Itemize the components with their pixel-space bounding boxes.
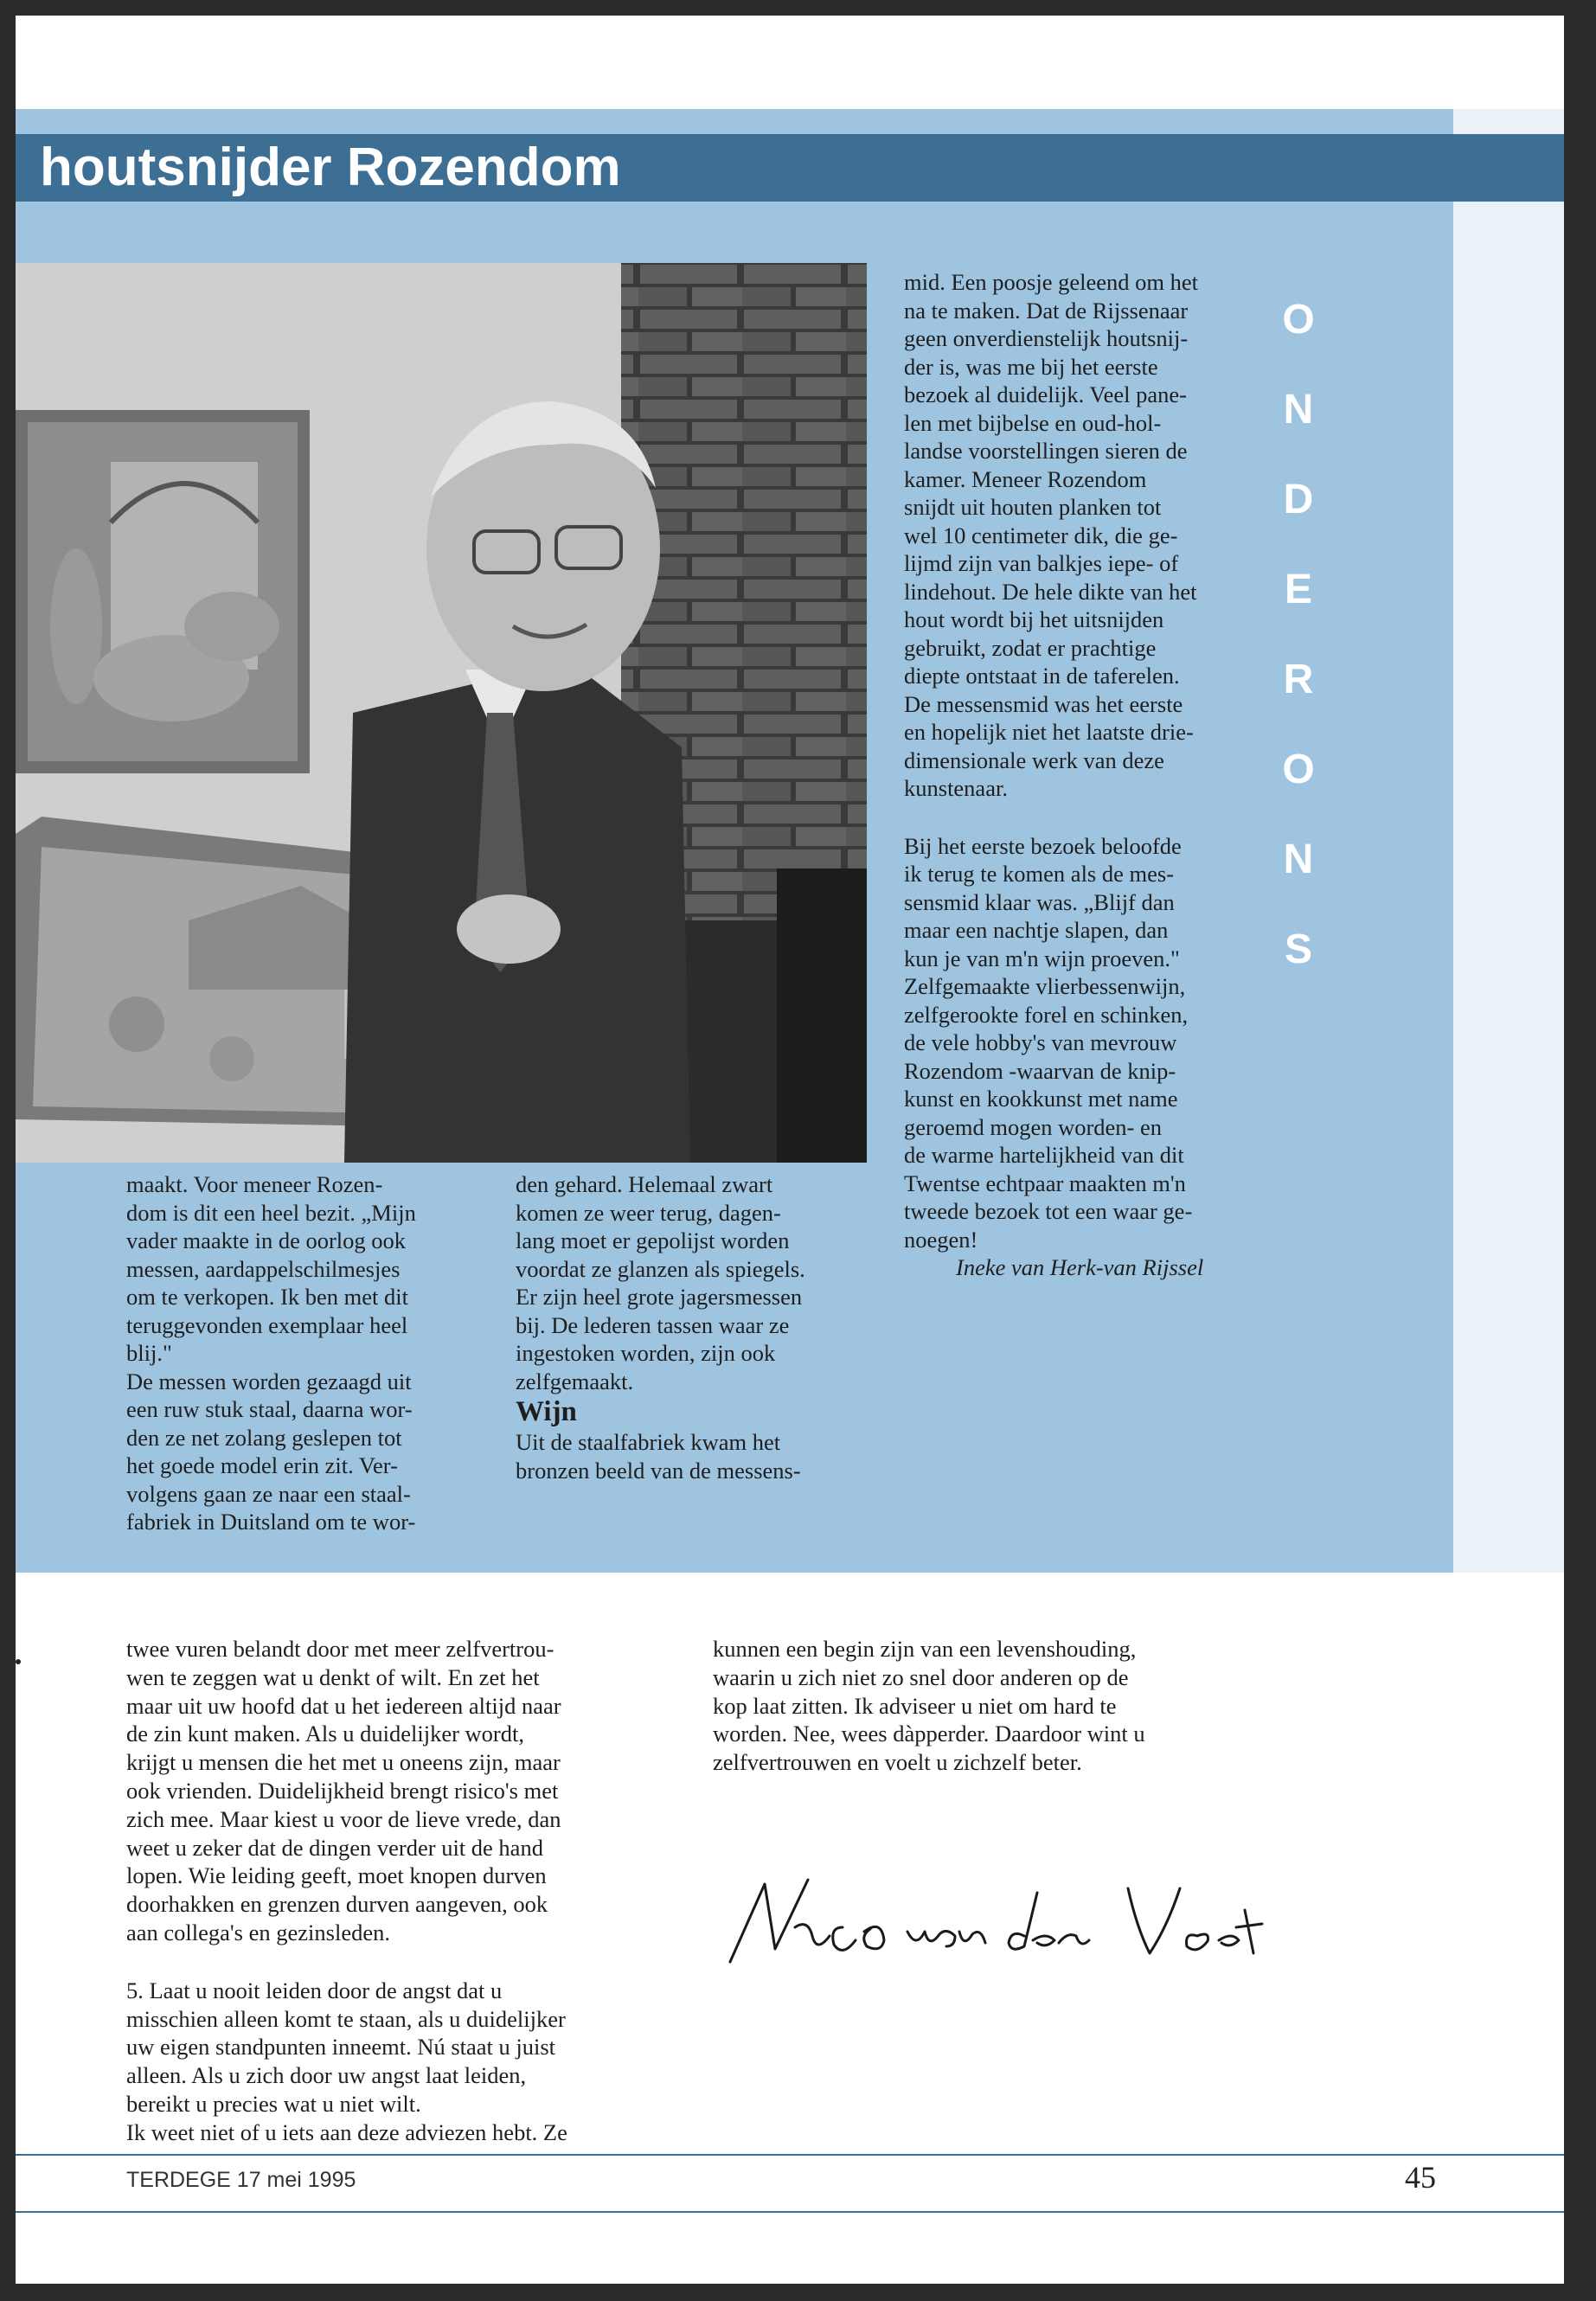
text-line: kunst en kookkunst met name (904, 1086, 1178, 1112)
article-column-3 (904, 268, 1276, 1282)
text-line: kamer. Meneer Rozendom (904, 465, 1147, 492)
text-line: gebruikt, zodat er prachtige (904, 634, 1157, 661)
text-line: krijgt u mensen die het met u oneens zijn, maar (126, 1749, 561, 1776)
author-signature (713, 1867, 1266, 1971)
text-line: kunstenaar. (904, 775, 1008, 801)
magazine-page (16, 16, 1564, 2284)
text-line: maar een nachtje slapen, dan (904, 917, 1169, 943)
text-line: lang moet er gepolijst worden (516, 1227, 790, 1253)
text-line: Uit de staalfabriek kwam het (516, 1429, 781, 1455)
publication-info: TERDEGE 17 mei 1995 (126, 2168, 356, 2192)
text-line: aan collega's en gezinsleden. (126, 1919, 390, 1945)
text-line: weet u zeker dat de dingen verder uit de hand (126, 1834, 543, 1861)
text-line: lindehout. De hele dikte van het (904, 578, 1197, 605)
text-line: de warme hartelijkheid van dit (904, 1142, 1184, 1168)
text-line: alleen. Als u zich door uw angst laat leiden, (126, 2062, 527, 2089)
text-line: De messensmid was het eerste (904, 690, 1183, 717)
text-line: bronzen beeld van de messens- (516, 1457, 801, 1484)
text-line: Bij het eerste bezoek beloofde (904, 832, 1182, 859)
text-line: dimensionale werk van deze (904, 747, 1164, 773)
text-line: wel 10 centimeter dik, die ge- (904, 522, 1178, 548)
text-line: twee vuren belandt door met meer zelfvertrou- (126, 1636, 554, 1662)
text-line: Er zijn heel grote jagersmessen (516, 1284, 803, 1310)
text-line: der is, was me bij het eerste (904, 353, 1158, 380)
section-label-letter: O (1282, 297, 1315, 343)
section-label-letter: R (1283, 657, 1314, 702)
text-line: landse voorstellingen sieren de (904, 438, 1188, 464)
margin-mark (16, 1659, 21, 1664)
section-label-letter: E (1284, 567, 1312, 612)
footer-rule-bottom (16, 2211, 1564, 2213)
text-line: komen ze weer terug, dagen- (516, 1199, 781, 1226)
text-line: zelfgemaakt. (516, 1368, 634, 1394)
text-line: het goede model erin zit. Ver- (126, 1452, 398, 1478)
author-byline: Ineke van Herk-van Rijssel (956, 1254, 1204, 1280)
text-line: fabriek in Duitsland om te wor- (126, 1509, 416, 1535)
text-line: ook vrienden. Duidelijkheid brengt risico's met (126, 1777, 559, 1804)
text-line: voordat ze glanzen als spiegels. (516, 1255, 805, 1282)
text-line: 5. Laat u nooit leiden door de angst dat u (126, 1977, 503, 2003)
text-line: Ik weet niet of u iets aan deze adviezen hebt. Ze (126, 2118, 567, 2145)
text-line: na te maken. Dat de Rijssenaar (904, 297, 1189, 324)
text-line: De messen worden gezaagd uit (126, 1368, 412, 1394)
text-line: Zelfgemaakte vlierbessenwijn, (904, 973, 1186, 999)
article-title: houtsnijder Rozendom (40, 138, 621, 197)
text-line: Rozendom -waarvan de knip- (904, 1057, 1176, 1084)
text-line: de vele hobby's van mevrouw (904, 1029, 1177, 1055)
text-line: geen onverdienstelijk houtsnij- (904, 325, 1189, 351)
portrait-photo (16, 263, 867, 1163)
text-line: hout wordt bij het uitsnijden (904, 606, 1164, 632)
article-column-1 (126, 1170, 490, 1536)
side-strip (1453, 109, 1564, 1573)
text-line: kop laat zitten. Ik adviseer u niet om hard te (713, 1692, 1117, 1719)
text-line: en hopelijk niet het laatste drie- (904, 719, 1194, 745)
text-line: bij. De lederen tassen waar ze (516, 1311, 790, 1338)
text-line: zich mee. Maar kiest u voor de lieve vrede, dan (126, 1805, 561, 1832)
text-line: messen, aardappelschilmesjes (126, 1255, 401, 1282)
text-line: om te verkopen. Ik ben met dit (126, 1284, 409, 1310)
text-line: uw eigen standpunten inneemt. Nú staat u juist (126, 2034, 556, 2061)
text-line: Twentse echtpaar maakten m'n (904, 1170, 1186, 1196)
text-line: bereikt u precies wat u niet wilt. (126, 2090, 421, 2117)
text-line: waarin u zich niet zo snel door anderen op de (713, 1663, 1129, 1690)
advice-column-right (713, 1635, 1266, 1777)
section-label-letter: S (1284, 926, 1312, 972)
text-line: den ze net zolang geslepen tot (126, 1424, 402, 1451)
text-line: sensmid klaar was. „Blijf dan (904, 888, 1175, 915)
text-line: teruggevonden exemplaar heel (126, 1311, 408, 1338)
text-line: doorhakken en grenzen durven aangeven, ook (126, 1891, 548, 1918)
text-line: maakt. Voor meneer Rozen- (126, 1171, 383, 1197)
text-line: wen te zeggen wat u denkt of wilt. En zet het (126, 1663, 540, 1690)
title-bar (16, 134, 1564, 202)
footer-rule (16, 2154, 1564, 2156)
text-line: ingestoken worden, zijn ook (516, 1340, 776, 1366)
text-line: misschien alleen komt te staan, als u duidelijker (126, 2005, 566, 2032)
text-line: zelfgerookte forel en schinken, (904, 1001, 1189, 1028)
section-label-vertical (1268, 275, 1329, 995)
text-line: mid. Een poosje geleend om het (904, 269, 1198, 295)
text-line: ik terug te komen als de mes- (904, 861, 1175, 887)
text-line: blij." (126, 1340, 172, 1366)
text-line: vader maakte in de oorlog ook (126, 1227, 407, 1253)
text-line: lopen. Wie leiding geeft, moet knopen durven (126, 1862, 547, 1889)
text-line: dom is dit een heel bezit. „Mijn (126, 1199, 416, 1226)
section-label-letter: O (1282, 747, 1315, 792)
section-label-letter: N (1283, 387, 1314, 433)
text-line: bezoek al duidelijk. Veel pane- (904, 381, 1187, 407)
page-number: 45 (1405, 2160, 1436, 2195)
text-line: volgens gaan ze naar een staal- (126, 1480, 411, 1507)
text-line: een ruw stuk staal, daarna wor- (126, 1396, 413, 1422)
text-line: kun je van m'n wijn proeven." (904, 945, 1180, 971)
article-column-2 (516, 1170, 879, 1484)
section-label-letter: N (1283, 836, 1314, 882)
text-line: kunnen een begin zijn van een levenshouding, (713, 1636, 1137, 1662)
text-line: den gehard. Helemaal zwart (516, 1171, 773, 1197)
text-line: snijdt uit houten planken tot (904, 494, 1162, 520)
text-line: de zin kunt maken. Als u duidelijker wordt, (126, 1721, 524, 1747)
text-line: tweede bezoek tot een waar ge- (904, 1198, 1193, 1224)
text-line: worden. Nee, wees dàpperder. Daardoor wint u (713, 1721, 1145, 1747)
advice-column-left (126, 1635, 680, 2147)
section-subheading: Wijn (516, 1396, 577, 1427)
text-line: diepte ontstaat in de taferelen. (904, 663, 1180, 689)
text-line: geroemd mogen worden- en (904, 1113, 1163, 1140)
text-line: noegen! (904, 1226, 978, 1253)
text-line: maar uit uw hoofd dat u het iedereen altijd naar (126, 1692, 561, 1719)
text-line: zelfvertrouwen en voelt u zichzelf beter. (713, 1749, 1082, 1776)
text-line: lijmd zijn van balkjes iepe- of (904, 550, 1179, 576)
section-label-letter: D (1283, 477, 1314, 522)
text-line: len met bijbelse en oud-hol- (904, 409, 1162, 436)
